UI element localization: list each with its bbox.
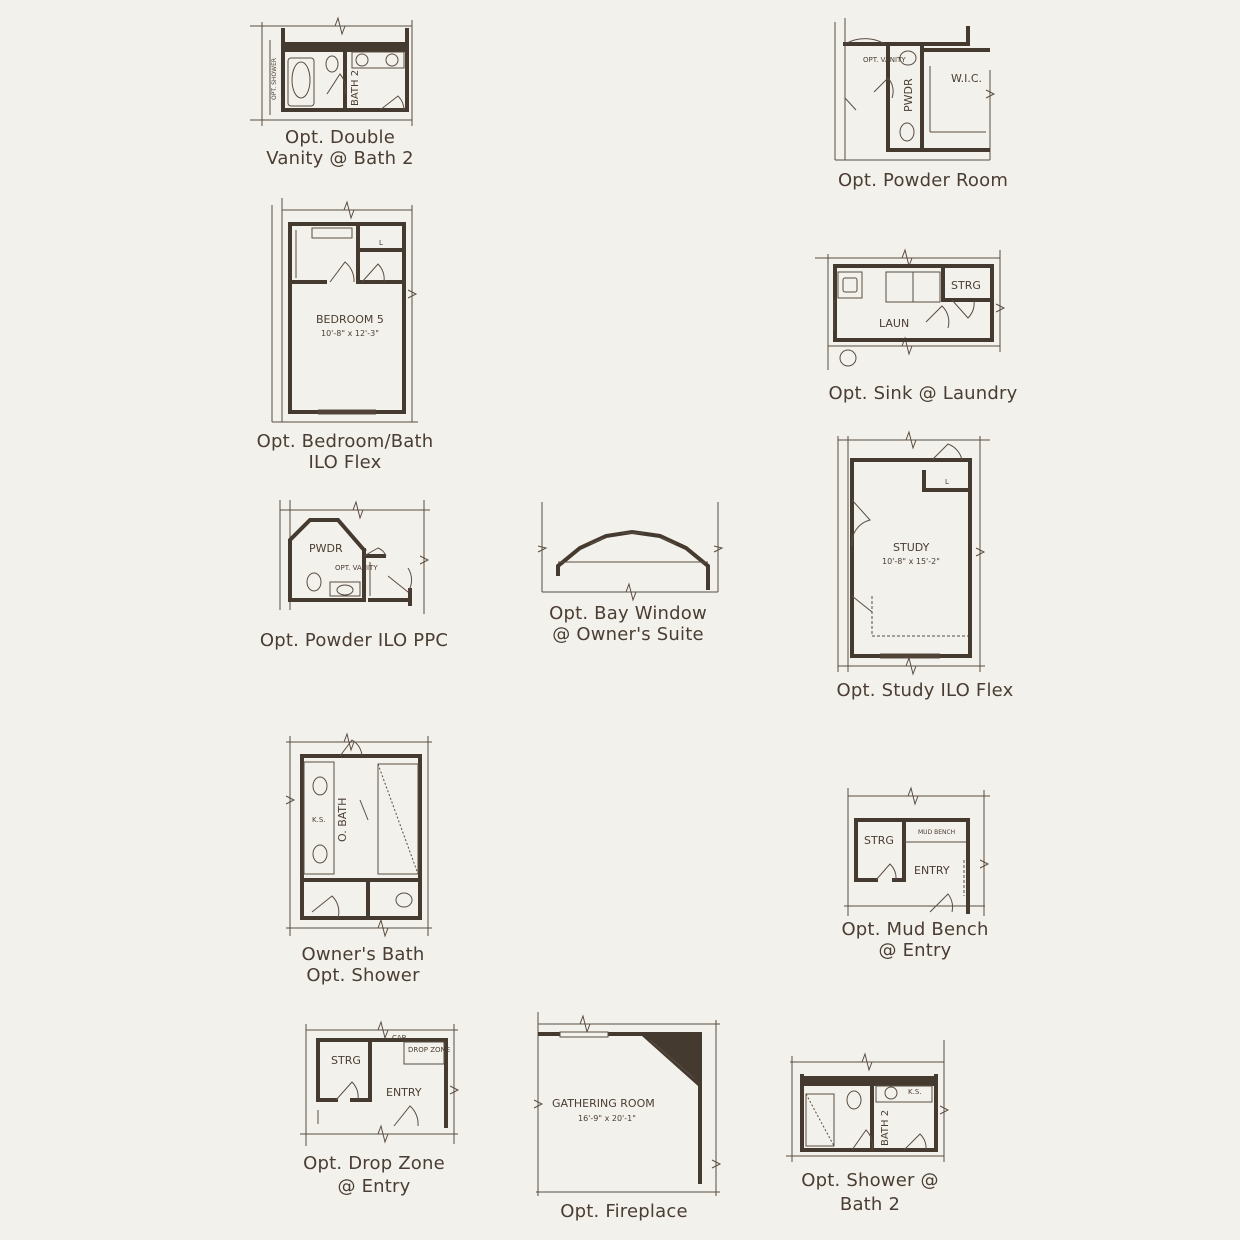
caption-line: ILO Flex bbox=[308, 452, 382, 473]
room-dim-bedroom5: 10'-8" x 12'-3" bbox=[321, 329, 379, 338]
plan-drop-zone bbox=[300, 1022, 458, 1146]
room-label-strg-laun: STRG bbox=[951, 279, 981, 292]
caption-line: Opt. Drop Zone bbox=[303, 1153, 445, 1174]
room-label-mud-bench: MUD BENCH bbox=[918, 829, 956, 836]
caption-line: Bath 2 bbox=[839, 1194, 901, 1215]
room-label-linen-b: L bbox=[945, 478, 949, 486]
room-label-wic: W.I.C. bbox=[951, 72, 983, 85]
plan-mud-bench bbox=[844, 788, 990, 916]
caption-bedroom-bath bbox=[235, 431, 455, 473]
caption-line: Opt. Sink @ Laundry bbox=[828, 383, 1018, 404]
room-label-obath: O. BATH bbox=[336, 797, 349, 842]
plan-shower-bath2 bbox=[786, 1040, 948, 1162]
caption-owners-bath bbox=[263, 944, 463, 986]
room-label-opt-shower: OPT. SHOWER bbox=[271, 57, 278, 100]
plan-sink-laundry bbox=[815, 250, 1004, 370]
caption-double-vanity bbox=[240, 127, 440, 169]
room-label-strg-drop: STRG bbox=[331, 1054, 361, 1067]
room-label-bedroom5: BEDROOM 5 bbox=[316, 313, 384, 326]
room-label-entry-b: ENTRY bbox=[386, 1086, 422, 1099]
caption-shower-bath2 bbox=[770, 1169, 970, 1217]
room-label-ks-a: K.S. bbox=[312, 816, 326, 824]
caption-bay-window bbox=[528, 603, 728, 645]
caption-fireplace bbox=[524, 1201, 724, 1222]
room-label-laun: LAUN bbox=[879, 317, 910, 330]
room-label-ks-b: K.S. bbox=[908, 1088, 922, 1096]
caption-line: Opt. Powder Room bbox=[837, 170, 1009, 191]
caption-line: @ Entry bbox=[878, 940, 952, 961]
caption-powder-ppc bbox=[244, 630, 464, 651]
caption-line: Opt. Bedroom/Bath bbox=[256, 431, 434, 452]
plan-powder-ppc bbox=[280, 500, 430, 614]
room-label-bath2-a: BATH 2 bbox=[350, 69, 361, 106]
caption-drop-zone bbox=[274, 1152, 474, 1198]
room-label-drop-zone: DROP ZONE bbox=[408, 1046, 451, 1054]
caption-sink-laundry bbox=[803, 383, 1043, 404]
caption-line: @ Owner's Suite bbox=[552, 624, 704, 645]
caption-line: @ Entry bbox=[337, 1176, 411, 1197]
room-label-opt-vanity-a: OPT. VANITY bbox=[863, 56, 906, 64]
room-label-pwdr-a: PWDR bbox=[902, 78, 915, 112]
caption-line: Opt. Shower @ bbox=[801, 1170, 939, 1191]
room-label-entry-a: ENTRY bbox=[914, 864, 950, 877]
caption-line: Opt. Fireplace bbox=[560, 1201, 688, 1222]
caption-line: Owner's Bath bbox=[301, 944, 425, 965]
caption-line: Opt. Mud Bench bbox=[841, 919, 989, 940]
room-label-linen-a: L bbox=[379, 239, 383, 247]
caption-line: Opt. Bay Window bbox=[549, 603, 707, 624]
room-label-gathering: GATHERING ROOM bbox=[552, 1097, 655, 1110]
room-dim-gathering: 16'-9" x 20'-1" bbox=[578, 1114, 636, 1123]
room-label-study: STUDY bbox=[893, 541, 930, 554]
room-label-opt-vanity-b: OPT. VANITY bbox=[335, 564, 378, 572]
room-label-strg-mud: STRG bbox=[864, 834, 894, 847]
room-label-cab: CAB bbox=[392, 1034, 407, 1042]
caption-line: Opt. Powder ILO PPC bbox=[259, 630, 449, 651]
caption-line: Opt. Shower bbox=[306, 965, 420, 986]
caption-powder-room bbox=[813, 170, 1033, 191]
caption-line: Opt. Study ILO Flex bbox=[836, 680, 1014, 701]
room-label-pwdr-b: PWDR bbox=[309, 542, 343, 555]
room-dim-study: 10'-8" x 15'-2" bbox=[882, 557, 940, 566]
caption-study-flex bbox=[815, 680, 1035, 701]
plan-bay-window bbox=[538, 502, 722, 600]
caption-line: Vanity @ Bath 2 bbox=[266, 148, 414, 169]
caption-mud-bench bbox=[815, 919, 1015, 961]
plan-bedroom-bath bbox=[272, 198, 418, 422]
room-label-bath2-b: BATH 2 bbox=[880, 1109, 891, 1146]
plan-owners-bath bbox=[286, 734, 432, 936]
caption-line: Opt. Double bbox=[284, 127, 396, 148]
